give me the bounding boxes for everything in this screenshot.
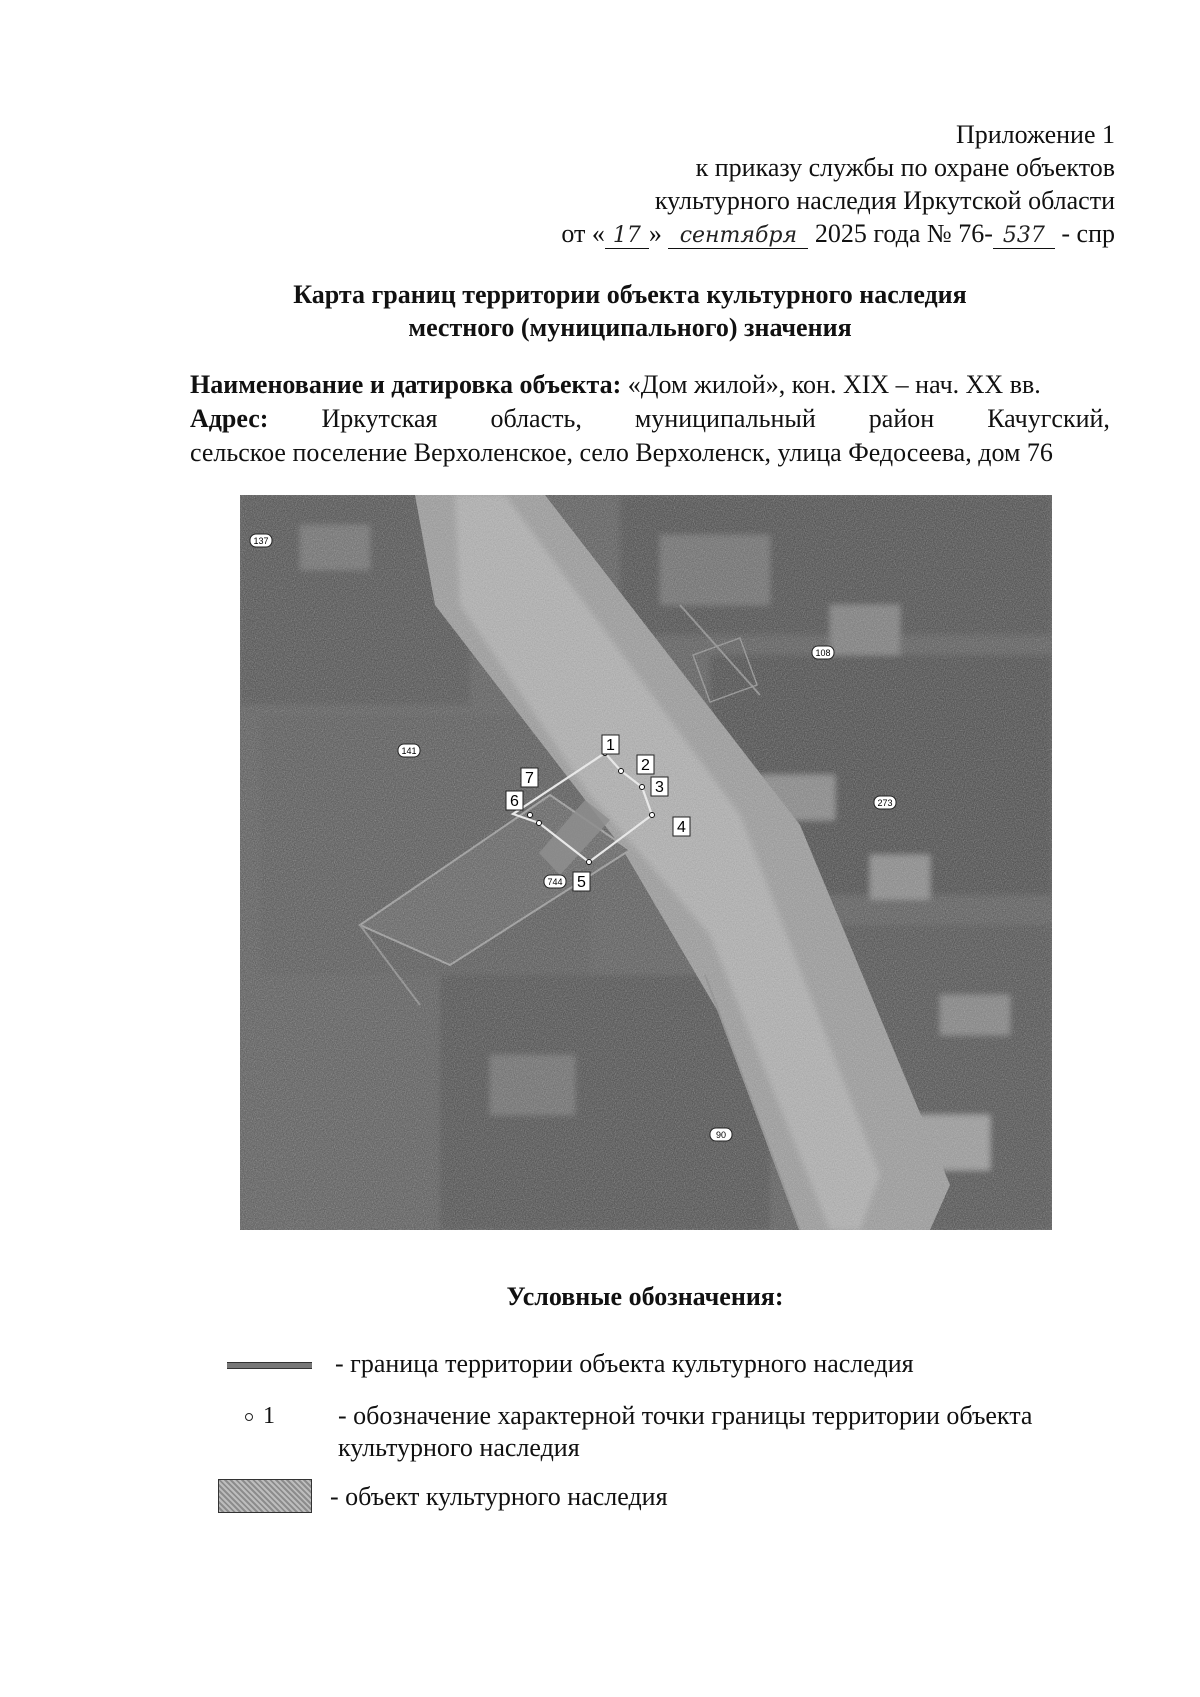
appendix-date-line <box>415 217 1115 250</box>
legend-point-text <box>338 1400 1032 1464</box>
appendix-line-3: культурного наследия Иркутской области <box>654 186 1115 215</box>
object-name-value: «Дом жилой», кон. XIX – нач. XX вв. <box>627 370 1041 399</box>
object-name-row <box>190 368 1110 402</box>
legend-point-line-1: - обозначение характерной точки границы территории объекта <box>338 1401 1033 1430</box>
point-label: 4 <box>677 819 686 836</box>
boundary-point <box>587 860 592 865</box>
boundary-point <box>650 813 655 818</box>
map-svg <box>240 495 1052 1230</box>
appendix-line-2: к приказу службы по охране объектов <box>695 153 1115 182</box>
address-word: Иркутская <box>321 404 438 433</box>
address-word: район <box>868 404 935 433</box>
title-line-1: Карта границ территории объекта культурного наследия <box>293 280 967 309</box>
parcel-label: 137 <box>253 536 269 546</box>
title-line-2: местного (муниципального) значения <box>408 313 852 342</box>
quote-close: » <box>648 219 662 248</box>
image-grain <box>240 495 1052 1230</box>
parcel-label: 141 <box>401 746 417 756</box>
boundary-point <box>640 785 645 790</box>
point-sample-number: 1 <box>263 1403 275 1429</box>
document-title <box>230 278 1030 344</box>
parcel-label: 108 <box>815 648 831 658</box>
boundary-point <box>619 769 624 774</box>
order-suffix: - спр <box>1061 219 1115 248</box>
address-label: Адрес: <box>190 404 269 433</box>
satellite-map <box>240 495 1052 1230</box>
point-label: 5 <box>577 874 586 891</box>
point-swatch <box>245 1400 275 1432</box>
point-label: 2 <box>641 757 650 774</box>
address-line-2: сельское поселение Верхоленское, село Верхоленск, улица Федосеева, дом 76 <box>190 438 1053 467</box>
point-circle-icon <box>245 1413 253 1421</box>
handwritten-number: 537 <box>993 224 1055 249</box>
parcel-label: 90 <box>715 1130 727 1140</box>
legend-title: Условные обозначения: <box>506 1282 784 1311</box>
address-word: область, <box>490 404 582 433</box>
address-word: муниципальный <box>634 404 816 433</box>
point-label: 1 <box>606 737 615 754</box>
object-hatch-swatch <box>218 1479 312 1513</box>
parcel-label: 744 <box>547 877 563 887</box>
point-label: 3 <box>655 779 664 796</box>
point-label: 6 <box>510 793 519 810</box>
appendix-line-1: Приложение 1 <box>955 120 1115 149</box>
boundary-line-swatch <box>227 1362 312 1369</box>
legend-boundary-text: - граница территории объекта культурного наследия <box>335 1349 914 1378</box>
boundary-point <box>537 821 542 826</box>
date-prefix: от « <box>561 219 605 248</box>
legend-point-line-2: культурного наследия <box>338 1433 580 1462</box>
point-label: 7 <box>525 770 534 787</box>
legend-object-text: - объект культурного наследия <box>330 1482 668 1511</box>
handwritten-month: сентября <box>668 224 808 249</box>
address-row <box>190 402 1110 436</box>
parcel-label: 273 <box>877 798 893 808</box>
boundary-point <box>528 813 533 818</box>
handwritten-day: 17 <box>605 224 649 249</box>
appendix-header <box>415 118 1115 250</box>
object-info <box>190 368 1110 470</box>
address-word: Качугский, <box>987 404 1110 433</box>
year-and-number: 2025 года № 76- <box>814 219 993 248</box>
object-name-label: Наименование и датировка объекта: <box>190 370 622 399</box>
